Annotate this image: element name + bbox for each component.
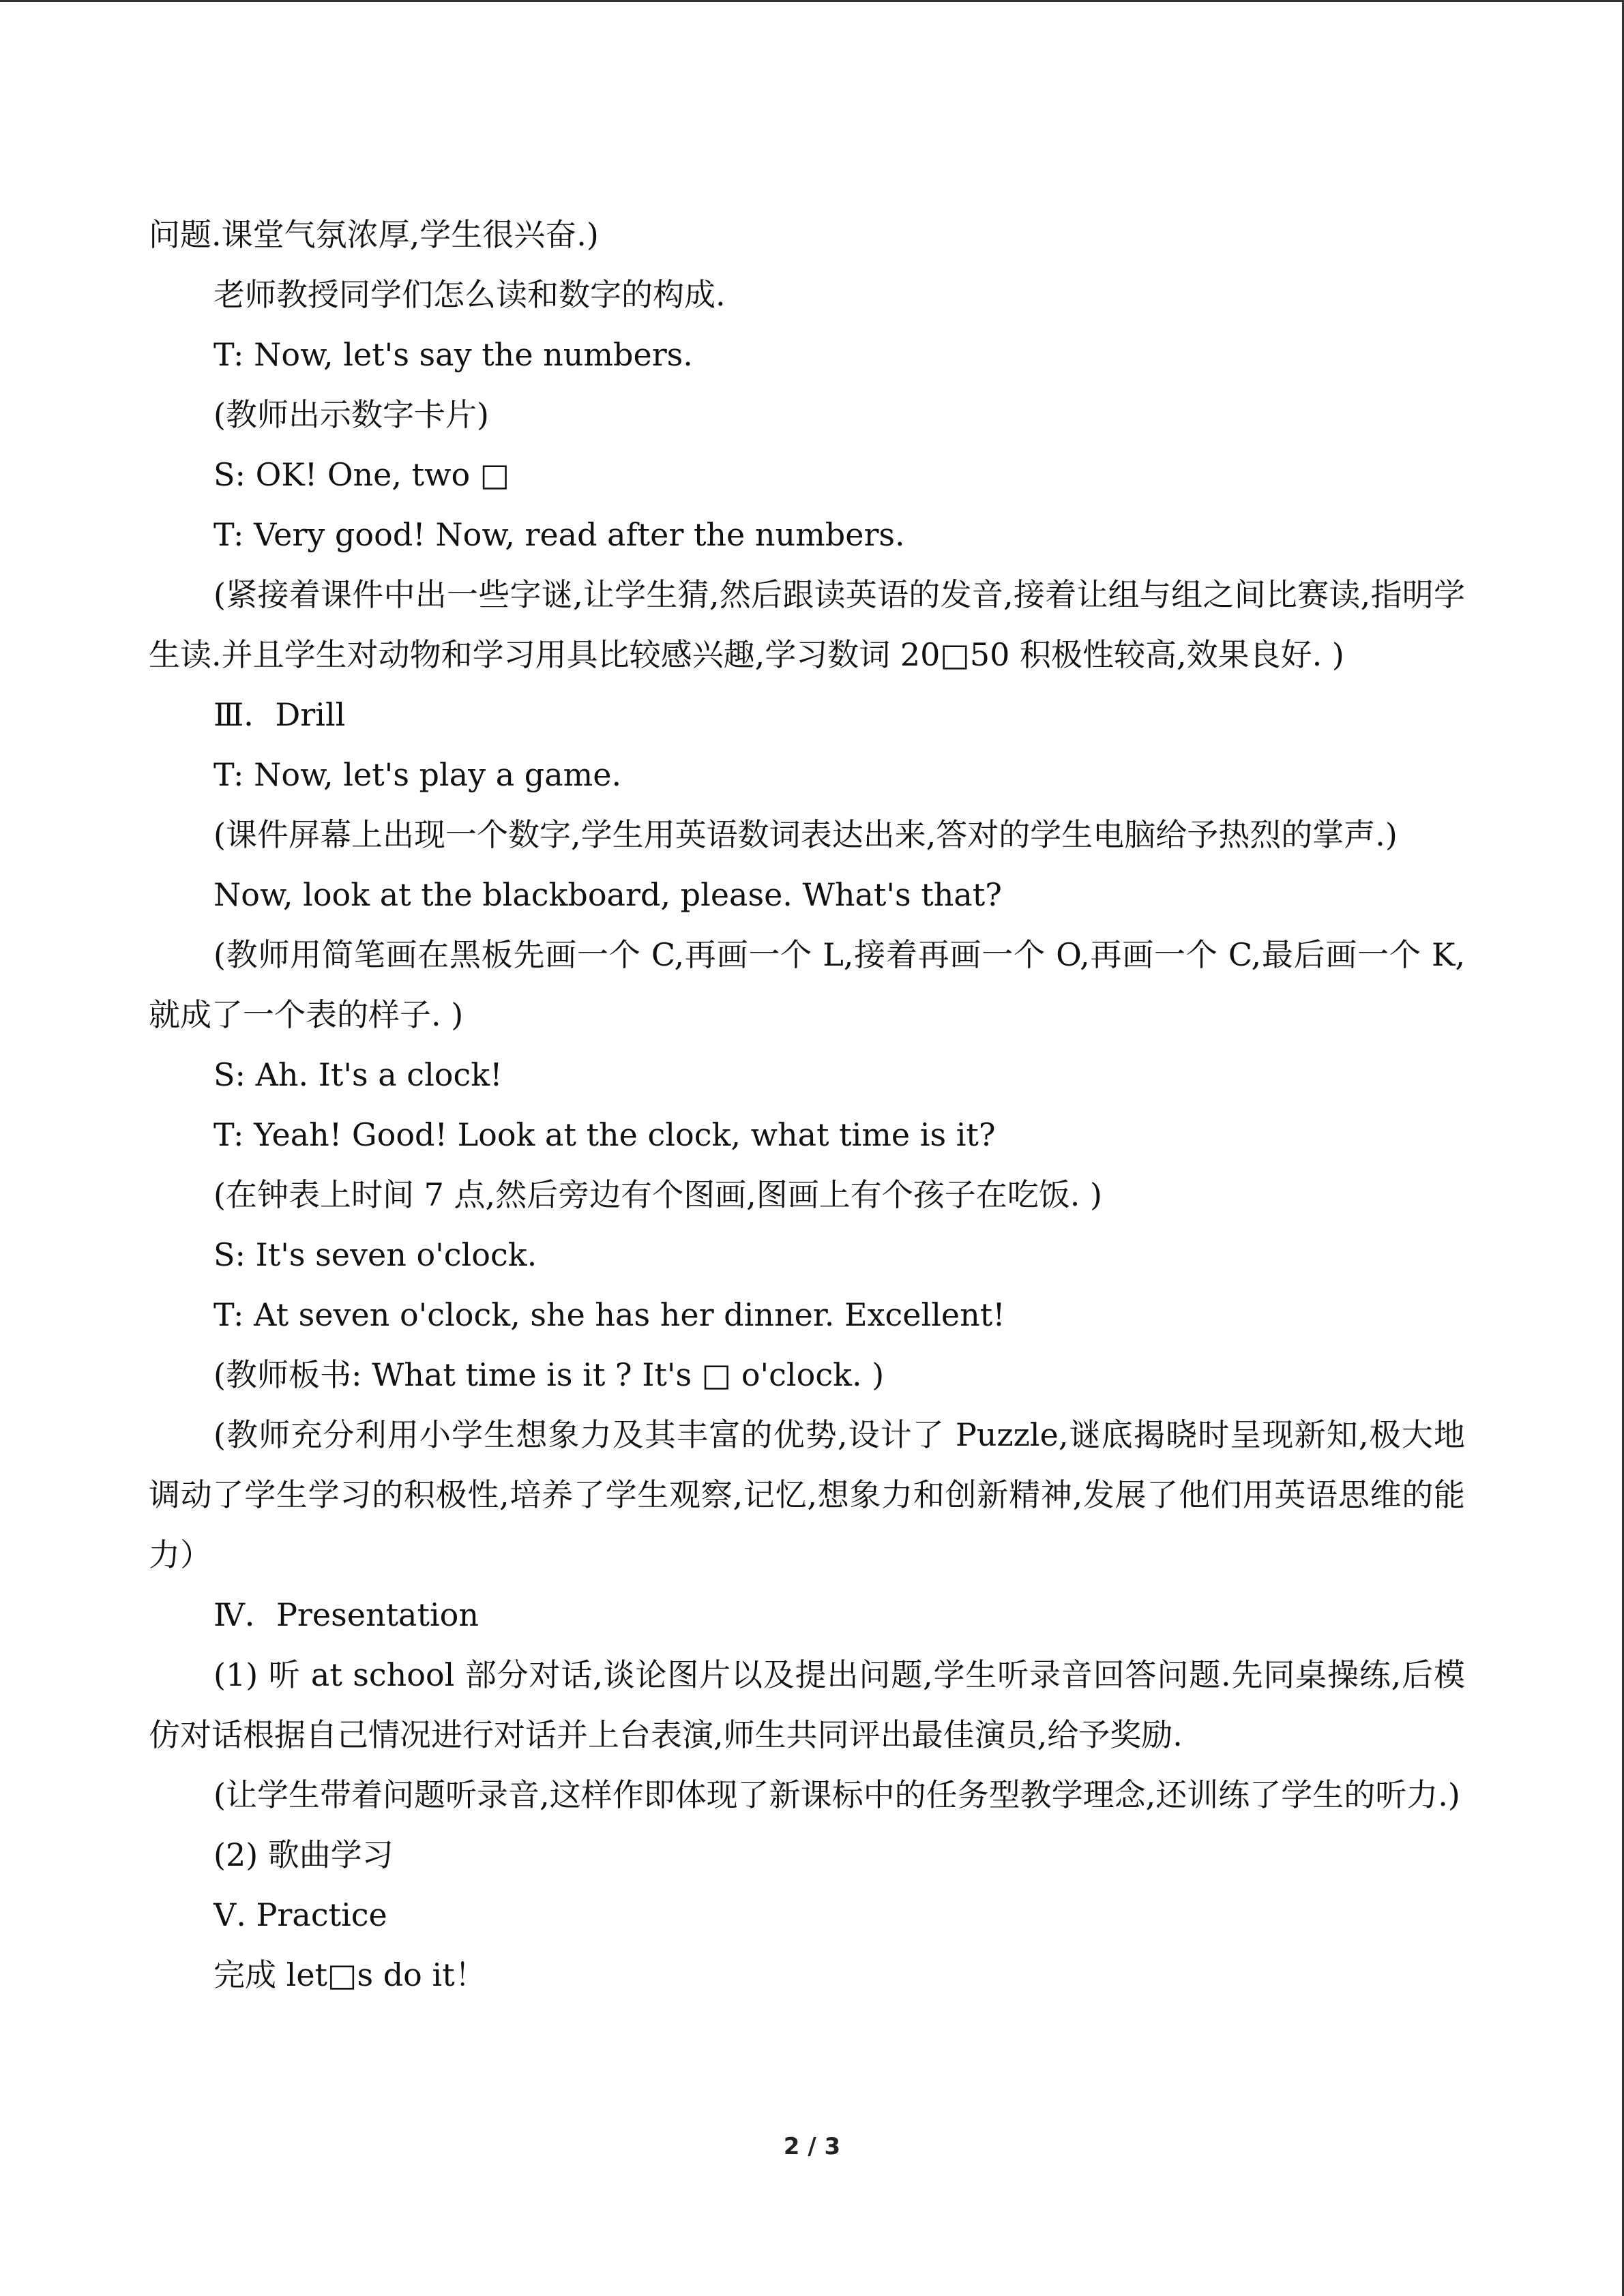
text-line: (教师出示数字卡片) [213,396,489,433]
section-heading-presentation: Ⅳ．Presentation [213,1596,479,1633]
text-paragraph: (教师用简笔画在黑板先画一个 C,再画一个 L,接着再画一个 O,再画一个 C,最后画一个 K,就成了一个表的样子. ) [149,936,1465,1033]
text-line: T: Now, let's play a game. [213,756,622,793]
text-line: S: OK! One, two □ [213,456,510,493]
text-line: (课件屏幕上出现一个数字,学生用英语数词表达出来,答对的学生电脑给予热烈的掌声.) [213,816,1398,853]
text-paragraph: (让学生带着问题听录音,这样作即体现了新课标中的任务型教学理念,还训练了学生的听力.) [213,1776,1460,1813]
text-line: S: It's seven o'clock. [213,1236,537,1273]
text-line: (教师板书: What time is it ? It's □ o'clock. ) [213,1356,885,1393]
page-number: 2 / 3 [783,2133,841,2160]
text-line: 完成 let□s do it！ [213,1956,486,1993]
text-line: T: Now, let's say the numbers. [213,336,693,373]
text-paragraph: (紧接着课件中出一些字谜,让学生猜,然后跟读英语的发音,接着让组与组之间比赛读,指明学生读.并且学生对动物和学习用具比较感兴趣,学习数词 20□50 积极性较高,效果良好. ) [149,576,1465,673]
text-line: T: Very good! Now, read after the numbers. [213,516,905,553]
text-line: T: At seven o'clock, she has her dinner. Excellent! [213,1296,1005,1333]
text-line: S: Ah. It's a clock! [213,1056,503,1093]
section-heading-drill: Ⅲ．Drill [213,696,346,733]
document-body [149,205,1465,2005]
text-line: 问题.课堂气氛浓厚,学生很兴奋.) [149,216,599,253]
text-line: (2) 歌曲学习 [213,1836,394,1873]
text-line: T: Yeah! Good! Look at the clock, what time is it? [213,1116,996,1153]
text-paragraph: (教师充分利用小学生想象力及其丰富的优势,设计了 Puzzle,谜底揭晓时呈现新知,极大地调动了学生学习的积极性,培养了学生观察,记忆,想象力和创新精神,发展了他们用英语思维的能力） [149,1416,1465,1573]
section-heading-practice: Ⅴ. Practice [213,1896,387,1933]
text-paragraph: (1) 听 at school 部分对话,谈论图片以及提出问题,学生听录音回答问题.先同桌操练,后模仿对话根据自己情况进行对话并上台表演,师生共同评出最佳演员,给予奖励. [149,1656,1465,1753]
page-border-top [0,0,1624,2]
text-line: Now, look at the blackboard, please. What's that? [213,876,1002,913]
text-line: (在钟表上时间 7 点,然后旁边有个图画,图画上有个孩子在吃饭. ) [213,1176,1102,1213]
text-line: 老师教授同学们怎么读和数字的构成. [213,276,726,313]
